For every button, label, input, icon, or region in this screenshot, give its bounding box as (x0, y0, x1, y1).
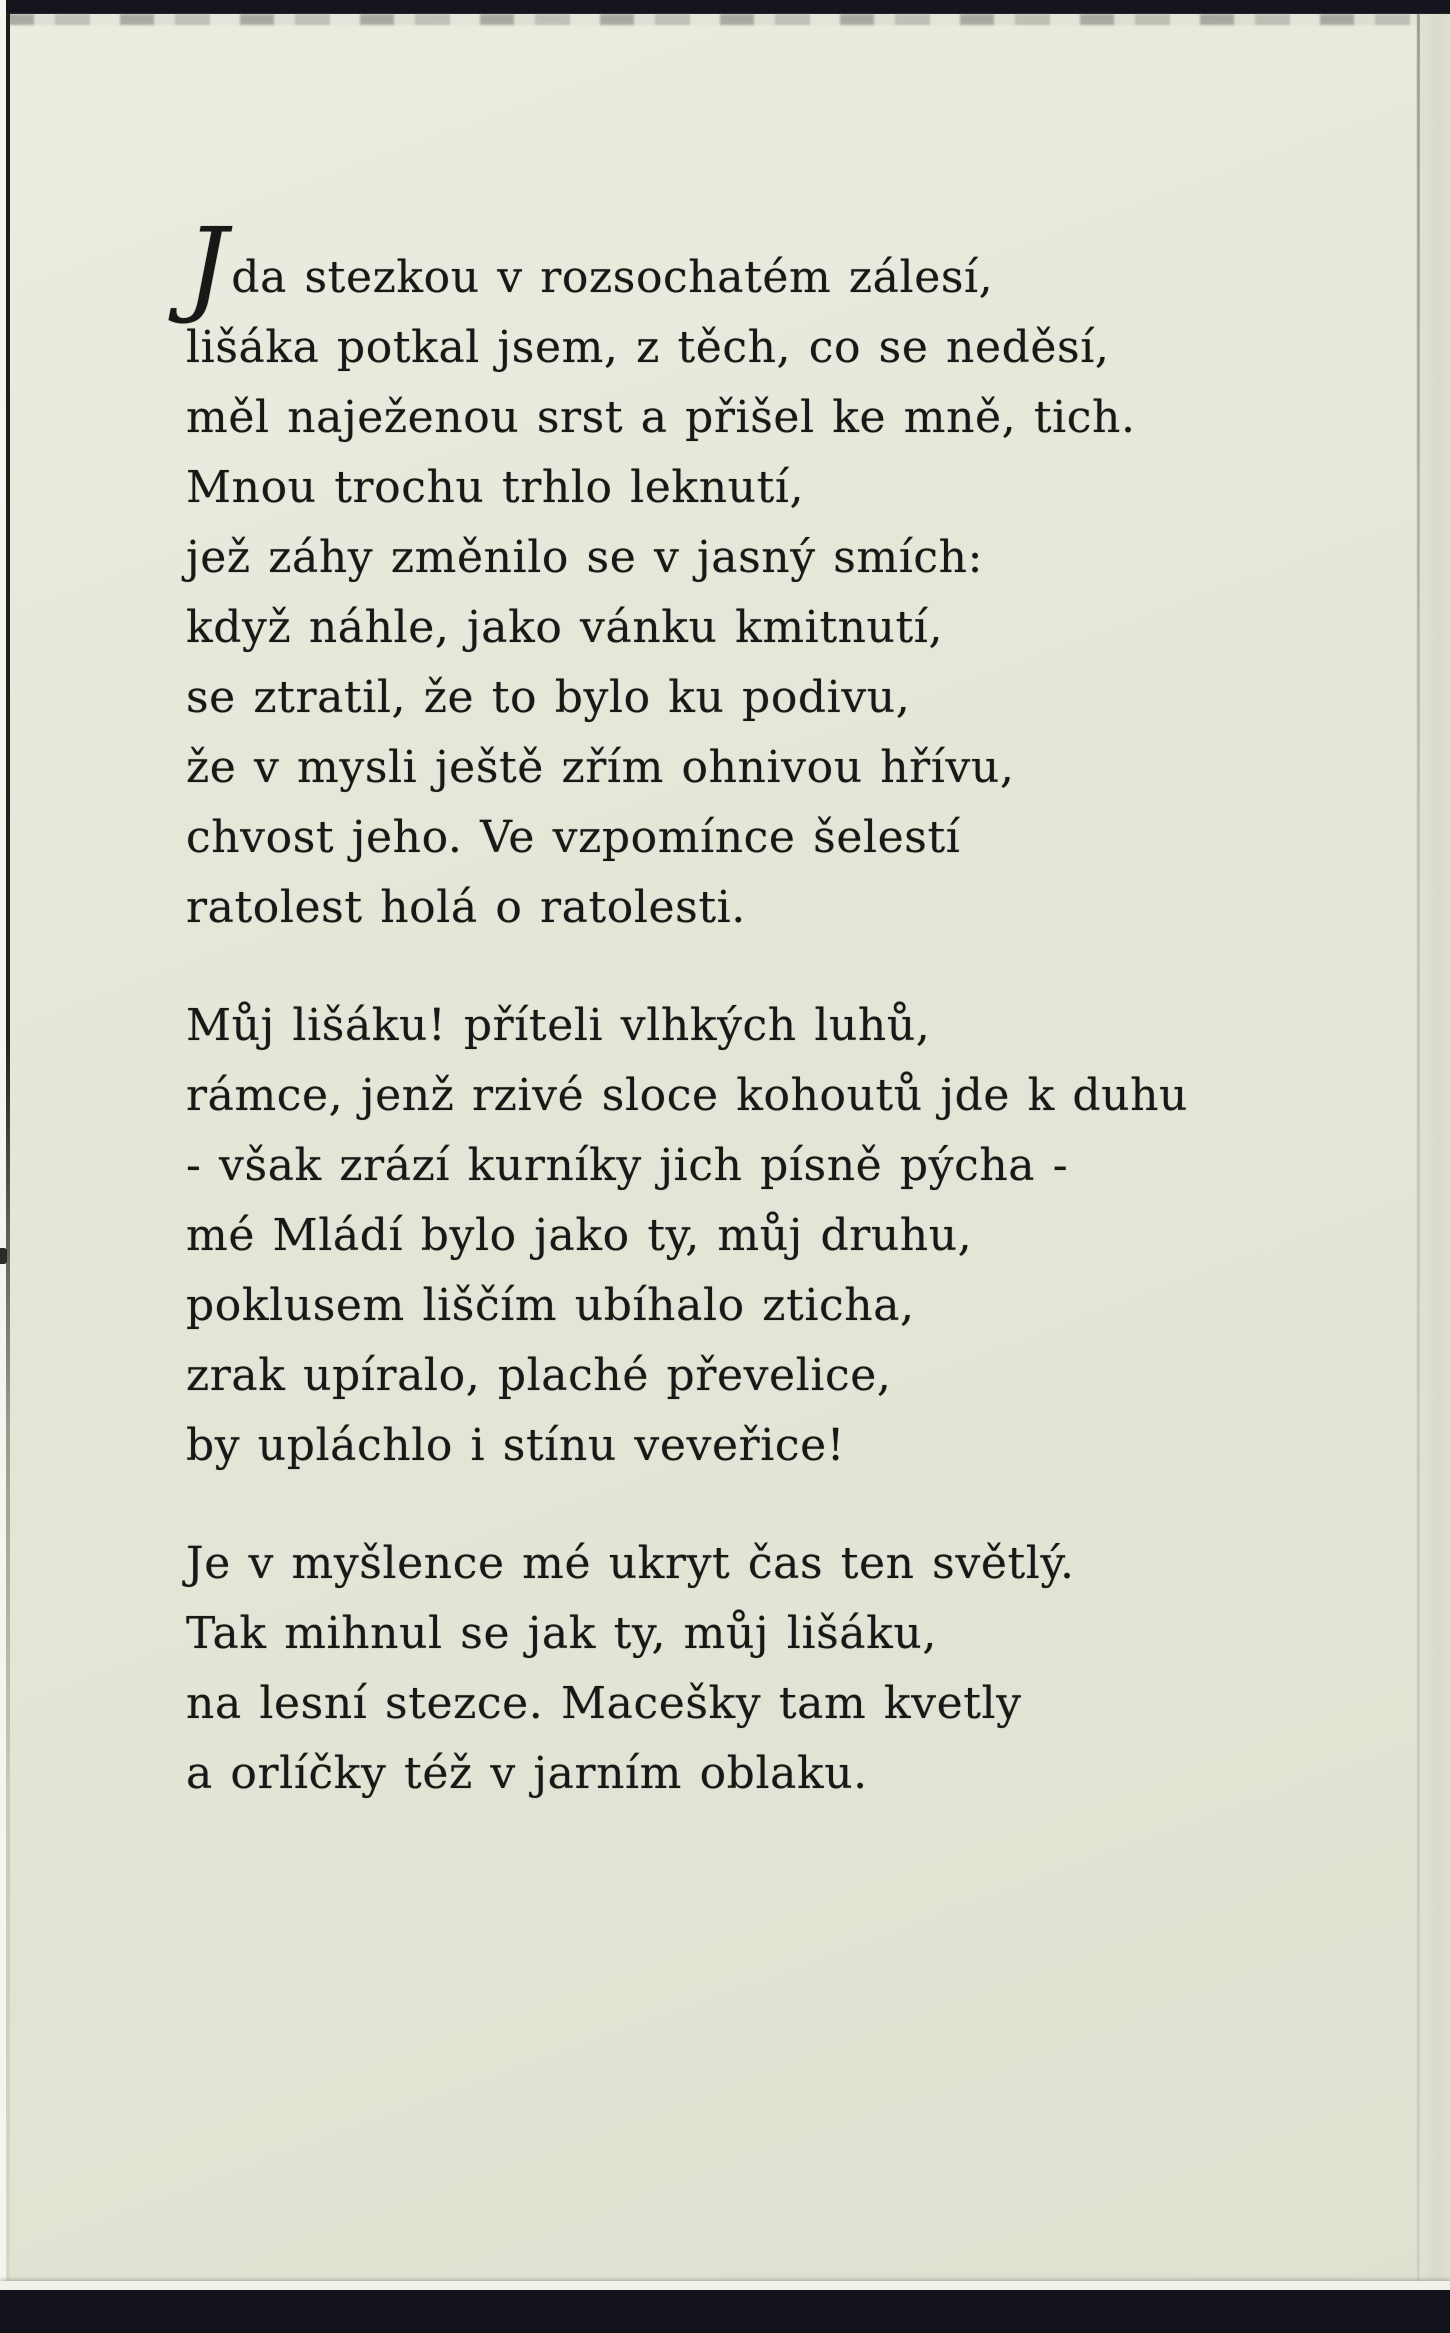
scan-left-edge-mark (0, 1248, 7, 1264)
poem-line: chvost jeho. Ve vzpomínce šelestí (186, 812, 961, 863)
poem-line: měl naježenou srst a přišel ke mně, tich. (186, 392, 1136, 443)
poem-line: Je v myšlence mé ukryt čas ten světlý. (186, 1538, 1075, 1589)
poem-line: lišáka potkal jsem, z těch, co se neděsí, (186, 322, 1110, 373)
poem-line: se ztratil, že to bylo ku podivu, (186, 672, 911, 723)
poem-line: Můj lišáku! příteli vlhkých luhů, (186, 1000, 931, 1051)
poem-line: by upláchlo i stínu veveřice! (186, 1420, 846, 1471)
poem-line: rámce, jenž rzivé sloce kohoutů jde k duhu (186, 1070, 1188, 1121)
poem-line: Tak mihnul se jak ty, můj lišáku, (186, 1608, 937, 1659)
poem-line: Jda stezkou v rozsochatém zálesí, (186, 205, 994, 327)
poem-stanza-1 (186, 205, 1366, 943)
poem-line: na lesní stezce. Macešky tam kvetly (186, 1678, 1022, 1729)
poem-line: ratolest holá o ratolesti. (186, 882, 746, 933)
poem-line: Mnou trochu trhlo leknutí, (186, 462, 805, 513)
poem-line-text: da stezkou v rozsochatém zálesí, (231, 252, 994, 303)
poem-line: poklusem liščím ubíhalo zticha, (186, 1280, 915, 1331)
poem-line: že v mysli ještě zřím ohnivou hřívu, (186, 742, 1015, 793)
poem-line: zrak upíralo, plaché převelice, (186, 1350, 892, 1401)
poem-stanza-3 (186, 1529, 1366, 1809)
poem-text-block (186, 205, 1366, 1809)
poem-line: mé Mládí bylo jako ty, můj druhu, (186, 1210, 973, 1261)
poem-stanza-2 (186, 991, 1366, 1481)
poem-line: a orlíčky též v jarním oblaku. (186, 1748, 868, 1799)
page-left-edge-line (6, 14, 10, 2284)
poem-line: jež záhy změnilo se v jasný smích: (186, 532, 984, 583)
scan-bottom-page-edge (0, 2281, 1450, 2290)
scan-top-border (0, 0, 1450, 14)
scan-right-page-edge (1420, 14, 1450, 2290)
poem-line: - však zrází kurníky jich písně pýcha - (186, 1140, 1069, 1191)
poem-line: když náhle, jako vánku kmitnutí, (186, 602, 944, 653)
scan-bottom-border (0, 2290, 1450, 2333)
scan-top-page-edge-shadow (0, 14, 1450, 25)
